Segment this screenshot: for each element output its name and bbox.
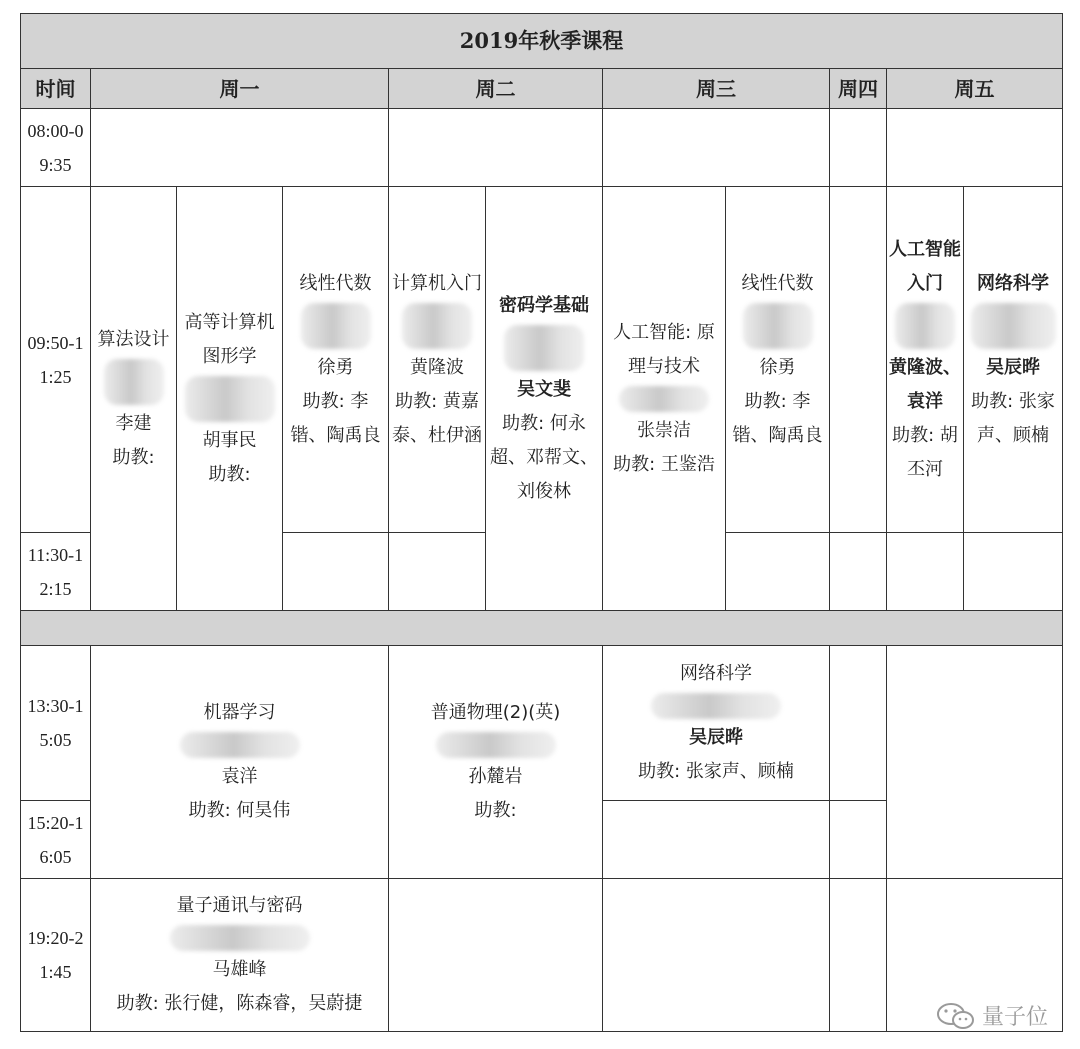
course-ta: 助教: 李锴、陶禹良 <box>290 390 381 446</box>
course-name: 算法设计 <box>97 328 170 350</box>
course-ta: 助教: 何永超、邓帮文、刘俊林 <box>490 412 598 502</box>
redacted-info <box>743 303 813 349</box>
redacted-info <box>170 925 310 951</box>
redacted-info <box>436 732 556 758</box>
course-ta: 助教: 张家声、顾楠 <box>971 390 1055 446</box>
empty-cell <box>829 645 887 801</box>
time-text: 15:20-16:05 <box>27 812 84 867</box>
course-name: 线性代数 <box>299 272 372 294</box>
time-cell <box>20 878 91 1032</box>
header-cell <box>886 68 1063 109</box>
empty-cell <box>829 800 887 879</box>
header-cell <box>602 68 830 109</box>
course-cell <box>90 186 177 611</box>
course-ta: 助教: <box>208 463 251 485</box>
course-name: 计算机入门 <box>392 272 482 294</box>
course-ta: 助教: 王鉴浩 <box>613 453 715 475</box>
course-name: 普通物理(2)(英) <box>430 702 561 723</box>
time-text: 13:30-15:05 <box>27 696 84 750</box>
empty-cell <box>388 108 603 187</box>
course-name: 线性代数 <box>741 272 814 294</box>
redacted-info <box>402 303 472 349</box>
time-cell <box>20 532 91 611</box>
empty-cell <box>829 878 887 1032</box>
redacted-info <box>895 303 955 349</box>
course-name: 网络科学 <box>977 272 1049 294</box>
empty-cell <box>388 532 486 611</box>
title-text: 2019年秋季课程 <box>459 28 624 53</box>
header-text: 周二 <box>475 76 516 101</box>
redacted-info <box>651 693 781 719</box>
redacted-info <box>180 732 300 758</box>
empty-cell <box>602 108 830 187</box>
course-teacher: 吴辰晔 <box>986 356 1040 378</box>
course-name: 机器学习 <box>203 702 276 723</box>
course-ta: 助教: 何昊伟 <box>188 800 291 821</box>
table-title <box>20 13 1063 69</box>
time-cell <box>20 645 91 801</box>
course-teacher: 张崇洁 <box>637 419 691 441</box>
time-cell <box>20 186 91 533</box>
course-cell <box>90 645 389 879</box>
course-name: 高等计算机图形学 <box>184 311 275 367</box>
header-cell <box>20 68 91 109</box>
watermark-text: 量子位 <box>981 1005 1048 1030</box>
header-text: 周五 <box>954 76 995 101</box>
course-teacher: 黄隆波 <box>410 356 464 378</box>
course-cell <box>963 186 1063 533</box>
empty-cell <box>963 532 1063 611</box>
time-cell <box>20 800 91 879</box>
course-cell <box>388 645 603 879</box>
course-teacher: 胡事民 <box>202 429 257 451</box>
course-teacher: 吴辰晔 <box>689 727 743 748</box>
course-cell <box>282 186 389 533</box>
break-row <box>20 610 1063 646</box>
course-ta: 助教: 胡丕河 <box>892 424 958 480</box>
course-name: 人工智能入门 <box>889 238 961 294</box>
header-cell <box>90 68 389 109</box>
course-name: 网络科学 <box>680 663 752 684</box>
empty-cell <box>388 878 603 1032</box>
course-name: 人工智能: 原理与技术 <box>613 321 715 377</box>
header-cell <box>829 68 887 109</box>
time-cell <box>20 108 91 187</box>
course-teacher: 李建 <box>115 412 152 434</box>
empty-cell <box>829 186 887 533</box>
redacted-info <box>619 386 709 412</box>
course-teacher: 黄隆波、袁洋 <box>889 356 961 412</box>
course-ta: 助教: <box>474 800 517 821</box>
course-teacher: 马雄峰 <box>212 959 267 980</box>
empty-cell <box>602 878 830 1032</box>
redacted-info <box>185 376 275 422</box>
empty-cell <box>886 532 964 611</box>
header-cell <box>388 68 603 109</box>
course-ta: 助教: <box>112 446 155 468</box>
empty-cell <box>90 108 389 187</box>
course-name: 密码学基础 <box>499 294 589 316</box>
course-cell <box>602 645 830 801</box>
course-cell <box>90 878 389 1032</box>
course-cell <box>602 186 726 611</box>
course-cell <box>388 186 486 533</box>
empty-cell <box>725 532 830 611</box>
redacted-info <box>971 303 1056 349</box>
time-text: 08:00-09:35 <box>27 120 84 175</box>
course-teacher: 袁洋 <box>221 766 258 787</box>
course-ta: 助教: 张家声、顾楠 <box>638 761 794 782</box>
empty-cell <box>886 645 1063 879</box>
course-ta: 助教: 李锴、陶禹良 <box>732 390 823 446</box>
redacted-info <box>301 303 371 349</box>
empty-cell <box>282 532 389 611</box>
course-cell <box>886 186 964 533</box>
wechat-icon <box>936 1001 976 1031</box>
course-cell <box>176 186 283 611</box>
time-text: 09:50-11:25 <box>27 332 84 387</box>
redacted-info <box>504 325 584 371</box>
course-ta: 助教: 黄嘉泰、杜伊涵 <box>392 390 482 446</box>
course-teacher: 孙麓岩 <box>468 766 523 787</box>
course-teacher: 徐勇 <box>759 356 796 378</box>
header-text: 时间 <box>35 76 76 101</box>
course-teacher: 徐勇 <box>317 356 354 378</box>
course-name: 量子通讯与密码 <box>176 895 303 916</box>
empty-cell <box>829 108 887 187</box>
course-teacher: 吴文斐 <box>517 378 571 400</box>
redacted-info <box>104 359 164 405</box>
course-cell <box>725 186 830 533</box>
watermark <box>936 1000 1048 1031</box>
course-ta: 助教: 张行健，陈森睿，吴蔚捷 <box>116 993 363 1014</box>
header-text: 周四 <box>838 76 878 101</box>
empty-cell <box>886 108 1063 187</box>
time-text: 19:20-21:45 <box>27 928 84 982</box>
course-cell <box>485 186 603 611</box>
time-text: 11:30-12:15 <box>27 544 84 599</box>
empty-cell <box>829 532 887 611</box>
empty-cell <box>602 800 830 879</box>
header-text: 周三 <box>696 76 736 101</box>
header-text: 周一 <box>219 76 260 101</box>
